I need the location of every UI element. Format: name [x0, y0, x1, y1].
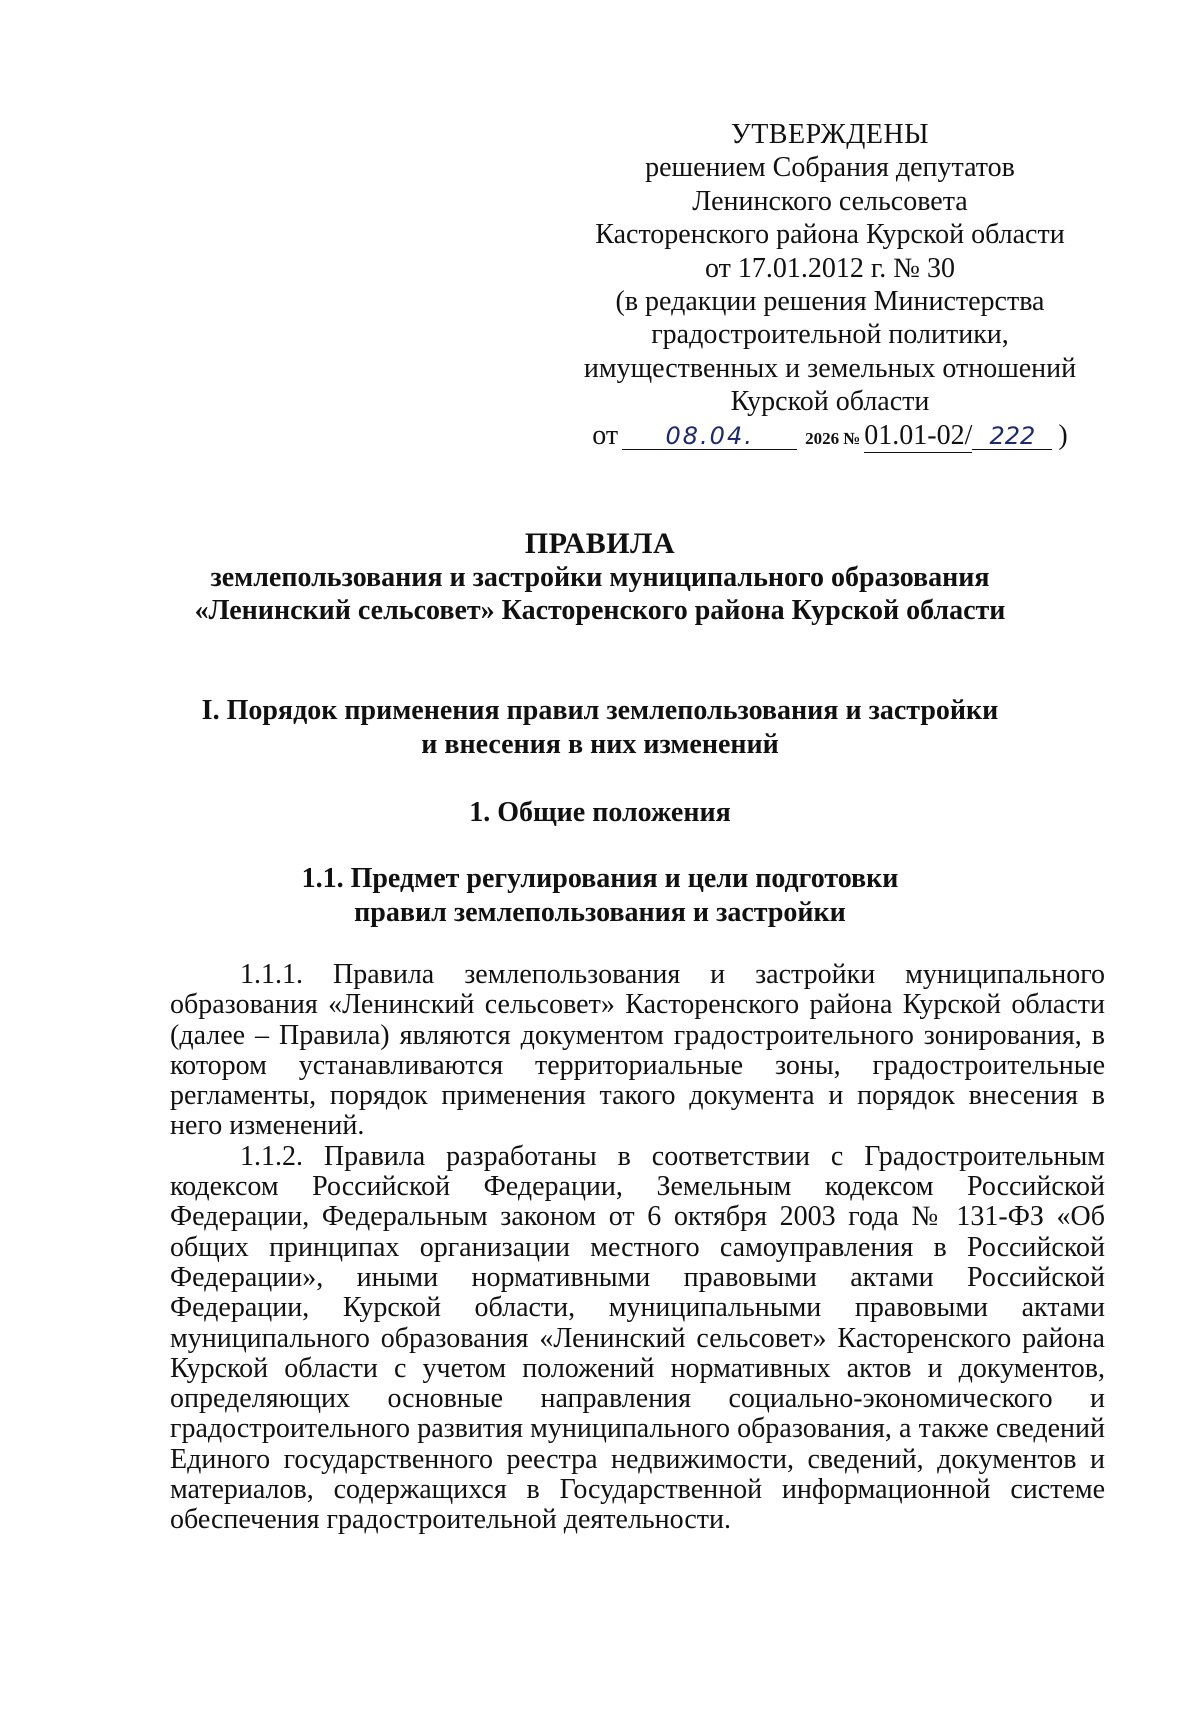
decision-number-prefix: 01.01-02/: [864, 419, 972, 453]
closing-parenthesis: ): [1058, 419, 1068, 451]
body-text: [170, 960, 1105, 1536]
subsection-heading-line: 1.1. Предмет регулирования и цели подготовки: [301, 863, 899, 894]
approval-line: от 17.01.2012 г. № 30: [705, 252, 955, 284]
paragraph: 1.1.2. Правила разработаны в соответствии с Градостроительным кодексом Российской Федерации, Земельным кодексом Российской Федерации, Федеральным законом от 6 октября 2003 года № 131-ФЗ «Об общих принципах организации местного самоуправления в Российской Федерации», иными нормативными правовыми актами Российской Федерации, Курской области, муниципальными правовыми актами муниципального образования «Ленинский сельсовет» Касторенского района Курской области с учетом положений нормативных актов и документов, определяющих основные направления социально-экономического и градостроительного развития муниципального образования, а также сведений Единого государственного реестра недвижимости, сведений, документов и материалов, содержащихся в Государственной информационной системе обеспечения градостроительной деятельности.: [170, 1140, 1105, 1536]
chapter-heading: [150, 796, 1050, 830]
title-line: «Ленинский сельсовет» Касторенского района Курской области: [194, 595, 1006, 626]
chapter-title: 1. Общие положения: [469, 797, 731, 828]
approval-line: имущественных и земельных отношений: [583, 352, 1077, 384]
section-heading-line: и внесения в них изменений: [421, 728, 779, 760]
approval-line: (в редакции решения Министерства: [615, 286, 1045, 318]
approval-line: Курской области: [730, 386, 930, 418]
subsection-heading: [150, 862, 1050, 929]
section-heading-line: I. Порядок применения правил землепользования и застройки: [201, 695, 999, 726]
approval-line: решением Собрания депутатов: [645, 152, 1015, 184]
approval-heading: УТВЕРЖДЕНЫ: [730, 119, 930, 150]
handwritten-decision-number: 222: [972, 423, 1052, 450]
paragraph: 1.1.1. Правила землепользования и застройки муниципального образования «Ленинский сельсовет» Касторенского района Курской области (далее – Правила) являются документом градостроительного зонирования, в котором устанавливаются территориальные зоны, градостроительные регламенты, порядок применения такого документа и порядок внесения в него изменений.: [170, 959, 1105, 1142]
subsection-heading-line: правил землепользования и застройки: [354, 896, 846, 928]
document-title: [150, 527, 1050, 628]
approval-stamp-block: [560, 118, 1100, 455]
number-sign: №: [843, 428, 861, 448]
title-main: ПРАВИЛА: [524, 527, 676, 560]
section-heading: [150, 694, 1050, 761]
title-line: землепользования и застройки муниципального образования: [210, 561, 990, 593]
decision-year: 2026: [805, 428, 840, 448]
approval-line: Ленинского сельсовета: [692, 185, 968, 217]
approval-line: Касторенского района Курской области: [595, 219, 1065, 251]
handwritten-date: 08.04.: [622, 423, 797, 450]
date-prefix: от: [592, 419, 619, 451]
decision-date-line: [560, 419, 1100, 455]
approval-line: градостроительной политики,: [651, 319, 1009, 351]
